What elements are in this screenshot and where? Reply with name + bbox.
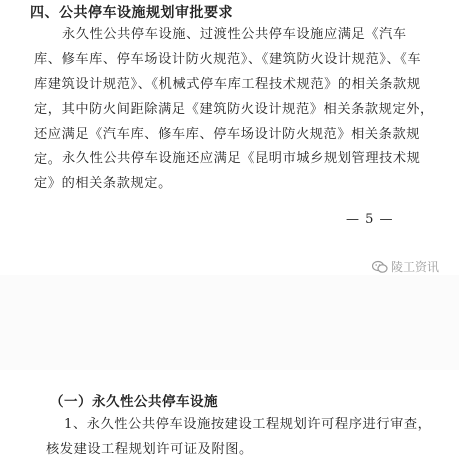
page-gap: [0, 275, 459, 370]
paragraph-kunming-regulation: 永久性公共停车设施还应满足《昆明市城乡规划管理技术规定》的相关条款规定。: [34, 151, 421, 191]
watermark-text: 陵工资讯: [391, 260, 440, 274]
subsection-title: （一）永久性公共停车设施: [50, 394, 218, 410]
paragraph-fire-standards: 永久性公共停车设施、过渡性公共停车设施应满足《汽车库、修车库、停车场设计防火规范》、《建筑防火设计规范》、《车库建筑设计规范》、《机械式停车库工程技术规范》的相关条款规定，其中防火间距除满足《建筑防火设计规范》相关条款规定外，还应满足《汽车库、修车库、停车场设计防火规范》相关条款规定。: [34, 27, 434, 167]
paragraph-permit-process: 1、永久性公共停车设施按建设工程规划许可程序进行审查，核发建设工程规划许可证及附图。: [46, 417, 432, 457]
watermark: [372, 258, 439, 275]
page-number: — 5 —: [346, 212, 394, 227]
section-heading: 四、公共停车设施规划审批要求: [30, 5, 233, 21]
wechat-icon: [372, 260, 388, 274]
